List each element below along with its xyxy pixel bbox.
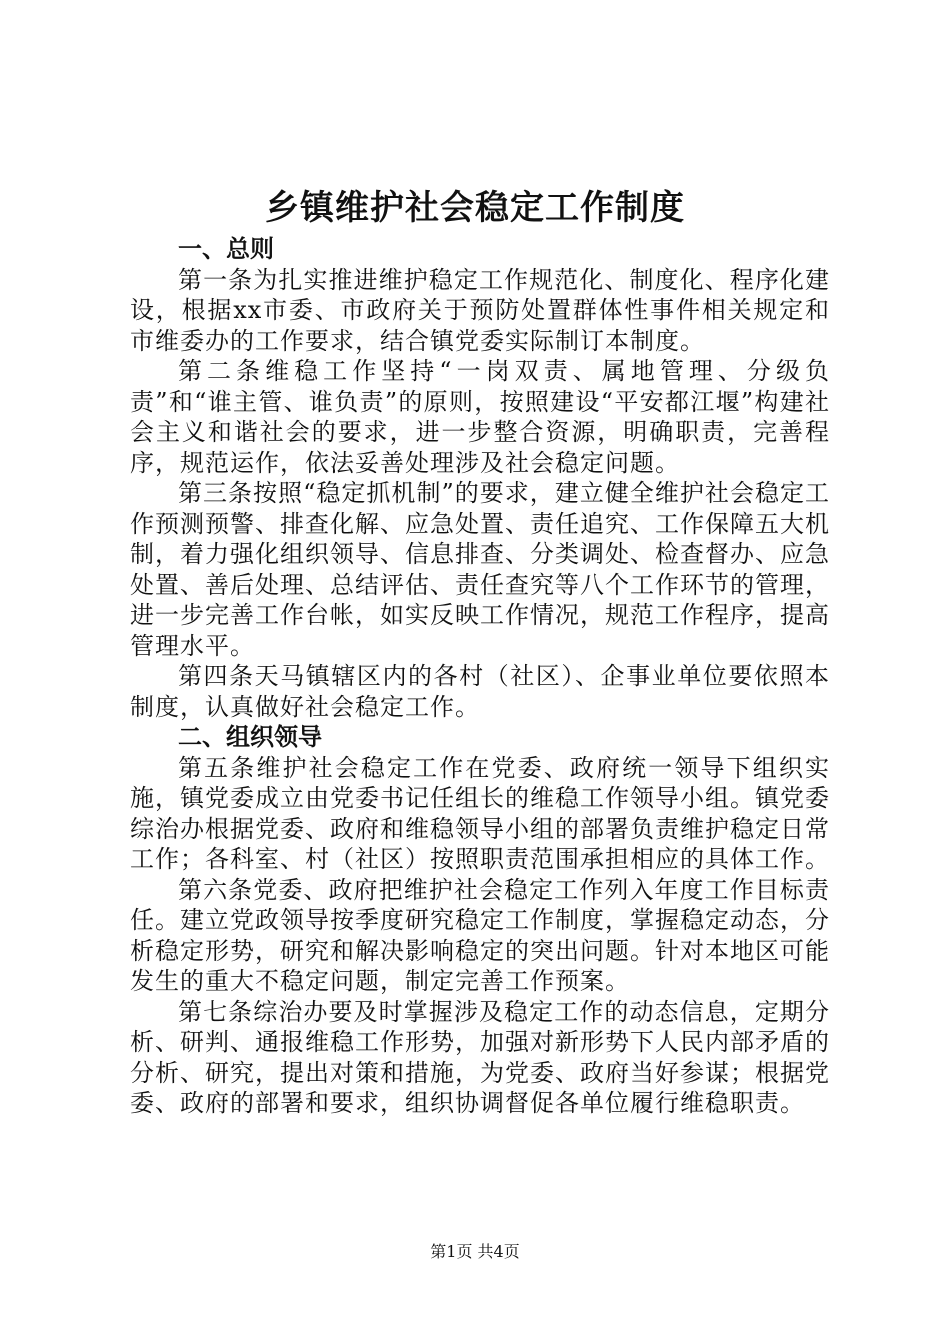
paragraph: 第三条按照“稳定抓机制”的要求，建立健全维护社会稳定工作预测预警、排查化解、应急处置、责任追究、工作保障五大机制，着力强化组织领导、信息排查、分类调处、检查督办、应急处置、善后处理、总结评估、责任查究等八个工作环节的管理，进一步完善工作台帐，如实反映工作情况，规范工作程序，提高管理水平。 — [130, 479, 830, 660]
paragraph: 第七条综治办要及时掌握涉及稳定工作的动态信息，定期分析、研判、通报维稳工作形势，加强对新形势下人民内部矛盾的分析、研究，提出对策和措施，为党委、政府当好参谋；根据党委、政府的部署和要求，组织协调督促各单位履行维稳职责。 — [130, 997, 830, 1117]
section-heading: 一、总则 — [178, 234, 274, 263]
document-title: 乡镇维护社会稳定工作制度 — [265, 188, 685, 228]
paragraph: 第五条维护社会稳定工作在党委、政府统一领导下组织实施，镇党委成立由党委书记任组长的维稳工作领导小组。镇党委综治办根据党委、政府和维稳领导小组的部署负责维护稳定日常工作；各科室、村（社区）按照职责范围承担相应的具体工作。 — [130, 753, 830, 873]
paragraph: 第六条党委、政府把维护社会稳定工作列入年度工作目标责任。建立党政领导按季度研究稳定工作制度，掌握稳定动态，分析稳定形势，研究和解决影响稳定的突出问题。针对本地区可能发生的重大不稳定问题，制定完善工作预案。 — [130, 875, 830, 995]
document-body — [130, 234, 830, 1119]
section-heading: 二、组织领导 — [178, 722, 322, 751]
paragraph: 第四条天马镇辖区内的各村（社区）、企事业单位要依照本制度，认真做好社会稳定工作。 — [130, 662, 830, 721]
paragraph: 第二条维稳工作坚持“一岗双责、属地管理、分级负责”和“谁主管、谁负责”的原则，按照建设“平安都江堰”构建社会主义和谐社会的要求，进一步整合资源，明确职责，完善程序，规范运作，依法妥善处理涉及社会稳定问题。 — [130, 357, 830, 477]
paragraph: 第一条为扎实推进维护稳定工作规范化、制度化、程序化建设，根据xx市委、市政府关于预防处置群体性事件相关规定和市维委办的工作要求，结合镇党委实际制订本制度。 — [130, 265, 830, 355]
page-number-footer: 第1页 共4页 — [430, 1242, 520, 1261]
